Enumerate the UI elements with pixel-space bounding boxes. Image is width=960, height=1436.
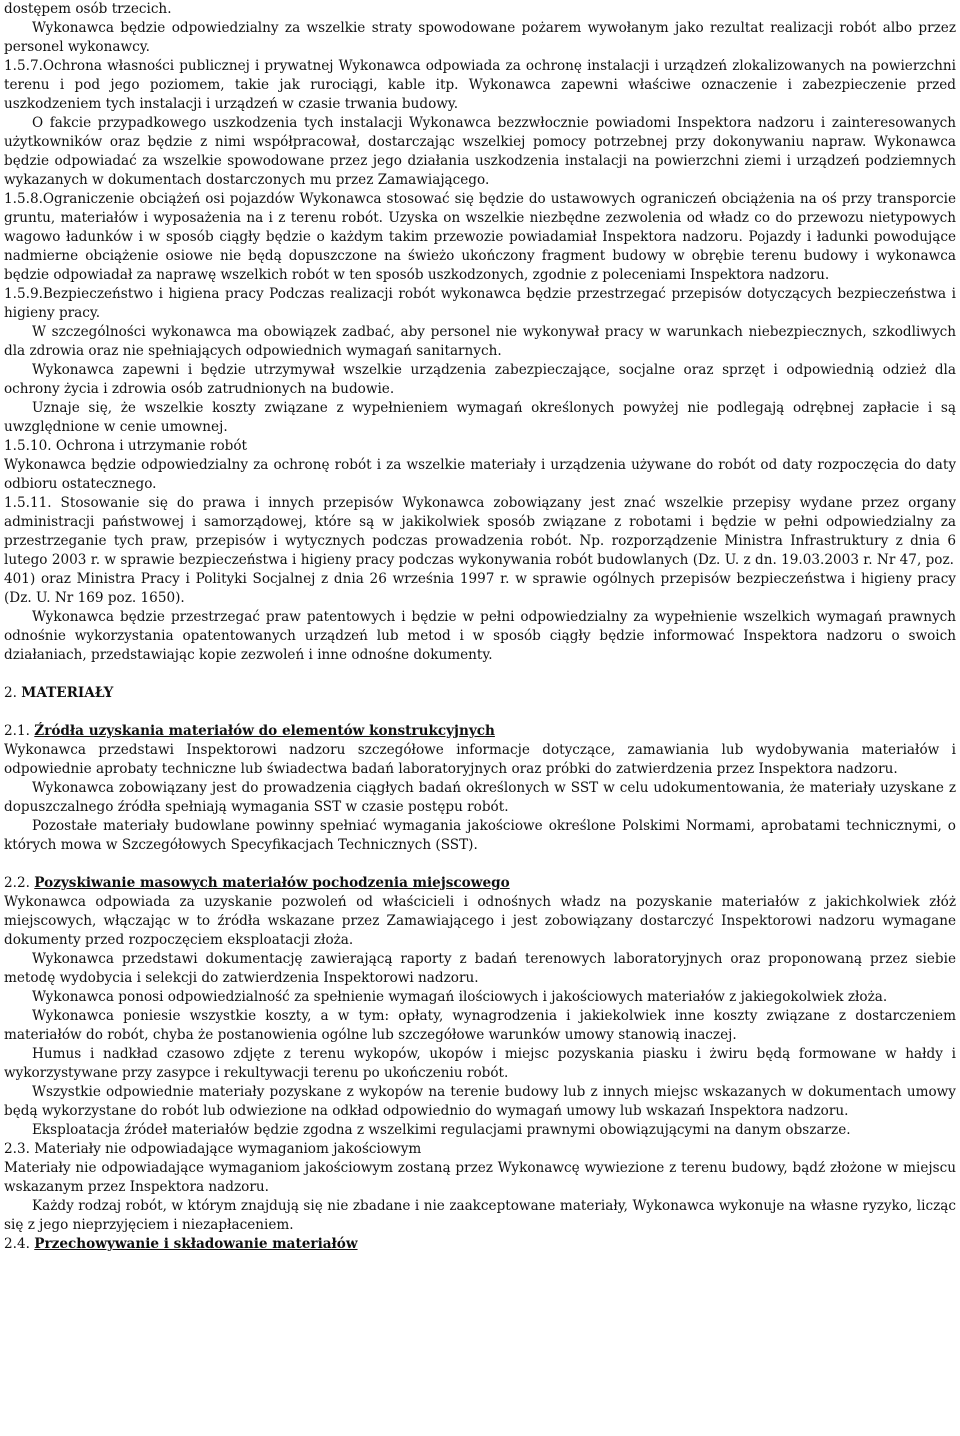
section-1-5-7: 1.5.7.Ochrona własności publicznej i prywatnej Wykonawca odpowiada za ochronę instalacji i urządzeń zlokalizowanych na powierzchni terenu i pod jego poziomem, takie jak rurociągi, kable itp. Wykonawca zapewni właściwe oznaczenie i zabezpieczenie przed uszkodzeniem tych instalacji i urządzeń w czasie trwania budowy. (4, 58, 956, 112)
section-1-5-10-heading: 1.5.10. Ochrona i utrzymanie robót (4, 438, 247, 454)
section-1-5-9: 1.5.9.Bezpieczeństwo i higiena pracy Podczas realizacji robót wykonawca będzie przestrzegać przepisów dotyczących bezpieczeństwa i higieny pracy. (4, 286, 956, 321)
paragraph: Wykonawca przedstawi Inspektorowi nadzoru szczegółowe informacje dotyczące, zamawiania lub wydobywania materiałów i odpowiednie aprobaty techniczne lub świadectwa badań laboratoryjnych oraz próbki do zatwierdzenia przez Inspektora nadzoru. (4, 742, 956, 777)
section-2-2-heading (4, 874, 956, 893)
paragraph: Wykonawca poniesie wszystkie koszty, a w tym: opłaty, wynagrodzenia i jakiekolwiek inne koszty związane z dostarczeniem materiałów do robót, chyba że postanowienia ogólne lub szczegółowe warunków umowy stanowią inaczej. (4, 1008, 956, 1043)
section-2-4-heading (4, 1235, 956, 1254)
paragraph: Wykonawca zobowiązany jest do prowadzenia ciągłych badań określonych w SST w celu udokumentowania, że materiały uzyskane z dopuszczalnego źródła spełniają wymagania SST w czasie postępu robót. (4, 780, 956, 815)
paragraph: Każdy rodzaj robót, w którym znajdują się nie zbadane i nie zaakceptowane materiały, Wykonawca wykonuje na własne ryzyko, licząc się z jego nieprzyjęciem i niezapłaceniem. (4, 1198, 956, 1233)
paragraph: Humus i nadkład czasowo zdjęte z terenu wykopów, ukopów i miejsc pozyskania piasku i żwiru będą formowane w hałdy i wykorzystywane przy zasypce i rekultywacji terenu po ukończeniu robót. (4, 1046, 956, 1081)
paragraph: Wykonawca odpowiada za uzyskanie pozwoleń od właścicieli i odnośnych władz na pozyskanie materiałów z jakichkolwiek złóż miejscowych, włączając w to źródła wskazane przez Zamawiającego i jest zobowiązany dostarczyć Inspektorowi nadzoru wymagane dokumenty przed rozpoczęciem eksploatacji złoża. (4, 894, 956, 948)
paragraph: Wykonawca będzie przestrzegać praw patentowych i będzie w pełni odpowiedzialny za wypełnienie wszelkich wymagań prawnych odnośnie wykorzystania opatentowanych urządzeń lub metod i w sposób ciągły będzie informować Inspektora nadzoru o swoich działaniach, przedstawiając kopie zezwoleń i inne odnośne dokumenty. (4, 609, 956, 663)
section-2-2-title: Pozyskiwanie masowych materiałów pochodzenia miejscowego (34, 875, 510, 891)
paragraph: Wykonawca przedstawi dokumentację zawierającą raporty z badań terenowych laboratoryjnych oraz proponowaną przez siebie metodę wydobycia i selekcji do zatwierdzenia Inspektorowi nadzoru. (4, 951, 956, 986)
paragraph: Eksploatacja źródeł materiałów będzie zgodna z wszelkimi regulacjami prawnymi obowiązującymi na danym obszarze. (32, 1122, 851, 1138)
paragraph: Uznaje się, że wszelkie koszty związane z wypełnieniem wymagań określonych powyżej nie podlegają odrębnej zapłacie i są uwzględnione w cenie umownej. (4, 400, 956, 435)
section-2-4-title: Przechowywanie i składowanie materiałów (34, 1236, 358, 1252)
paragraph: Wykonawca będzie odpowiedzialny za wszelkie straty spowodowane pożarem wywołanym jako rezultat realizacji robót albo przez personel wykonawcy. (4, 20, 956, 55)
paragraph: W szczególności wykonawca ma obowiązek zadbać, aby personel nie wykonywał pracy w warunkach niebezpiecznych, szkodliwych dla zdrowia oraz nie spełniających odpowiednich wymagań sanitarnych. (4, 324, 956, 359)
section-2-4-number: 2.4. (4, 1236, 35, 1252)
paragraph: Materiały nie odpowiadające wymaganiom jakościowym zostaną przez Wykonawcę wywiezione z terenu budowy, bądź złożone w miejscu wskazanym przez Inspektora nadzoru. (4, 1160, 956, 1195)
paragraph: dostępem osób trzecich. (4, 1, 172, 17)
section-2-1-title: Źródła uzyskania materiałów do elementów konstrukcyjnych (34, 723, 495, 739)
section-2-1-heading (4, 722, 956, 741)
paragraph: Wykonawca zapewni i będzie utrzymywał wszelkie urządzenia zabezpieczające, socjalne oraz sprzęt i odpowiednią odzież dla ochrony życia i zdrowia osób zatrudnionych na budowie. (4, 362, 956, 397)
section-1-5-8: 1.5.8.Ograniczenie obciążeń osi pojazdów Wykonawca stosować się będzie do ustawowych ograniczeń obciążenia na oś przy transporcie gruntu, materiałów i wyposażenia na i z terenu robót. Uzyska on wszelkie niezbędne zezwolenia od władz co do przewozu nietypowych wagowo ładunków i w sposób ciągły będzie o każdym takim przewozie powiadamiał Inspektora nadzoru. Pojazdy i ładunki powodujące nadmierne obciążenie osiowe nie będą dopuszczone na świeżo ukończony fragment budowy w obrębie terenu budowy i wykonawca będzie odpowiadał za naprawę wszelkich robót w ten sposób uszkodzonych, zgodnie z poleceniami Inspektora nadzoru. (4, 191, 956, 283)
paragraph: Wykonawca ponosi odpowiedzialność za spełnienie wymagań ilościowych i jakościowych materiałów z jakiegokolwiek złoża. (32, 989, 888, 1005)
section-2-number: 2. (4, 685, 22, 701)
section-2-heading (4, 684, 956, 703)
section-1-5-11: 1.5.11. Stosowanie się do prawa i innych przepisów Wykonawca zobowiązany jest znać wszelkie przepisy wydane przez organy administracji państwowej i samorządowej, które są w jakikolwiek sposób związane z robotami i będzie w pełni odpowiedzialny za przestrzeganie tych praw, przepisów i wytycznych podczas prowadzenia robót. Np. rozporządzenie Ministra Infrastruktury z dnia 6 lutego 2003 r. w sprawie bezpieczeństwa i higieny pracy podczas wykonywania robót budowlanych (Dz. U. z dn. 19.03.2003 r. Nr 47, poz. (4, 495, 956, 568)
paragraph: Pozostałe materiały budowlane powinny spełniać wymagania jakościowe określone Polskimi Normami, aprobatami technicznymi, o których mowa w Szczegółowych Specyfikacjach Technicznych (SST). (4, 818, 956, 853)
paragraph: O fakcie przypadkowego uszkodzenia tych instalacji Wykonawca bezzwłocznie powiadomi Inspektora nadzoru i zainteresowanych użytkowników oraz będzie z nimi współpracował, dostarczając wszelkiej pomocy potrzebnej przy dokonywaniu napraw. Wykonawca będzie odpowiadać za wszelkie spowodowane przez jego działania uszkodzenia instalacji na powierzchni ziemi i urządzeń podziemnych wykazanych w dokumentach dostarczonych mu przez Zamawiającego. (4, 115, 956, 188)
section-2-3-heading: 2.3. Materiały nie odpowiadające wymaganiom jakościowym (4, 1141, 422, 1157)
section-2-title: MATERIAŁY (21, 685, 114, 701)
paragraph: 401) oraz Ministra Pracy i Polityki Socjalnej z dnia 26 września 1997 r. w sprawie ogólnych przepisów bezpieczeństwa i higieny pracy (Dz. U. Nr 169 poz. 1650). (4, 571, 956, 606)
document-page (4, 0, 956, 1254)
paragraph: Wszystkie odpowiednie materiały pozyskane z wykopów na terenie budowy lub z innych miejsc wskazanych w dokumentach umowy będą wykorzystane do robót lub odwiezione na odkład odpowiednio do wymagań umowy lub wskazań Inspektora nadzoru. (4, 1084, 956, 1119)
section-2-2-number: 2.2. (4, 875, 35, 891)
section-2-1-number: 2.1. (4, 723, 35, 739)
paragraph: Wykonawca będzie odpowiedzialny za ochronę robót i za wszelkie materiały i urządzenia używane do robót od daty rozpoczęcia do daty odbioru ostatecznego. (4, 457, 956, 492)
